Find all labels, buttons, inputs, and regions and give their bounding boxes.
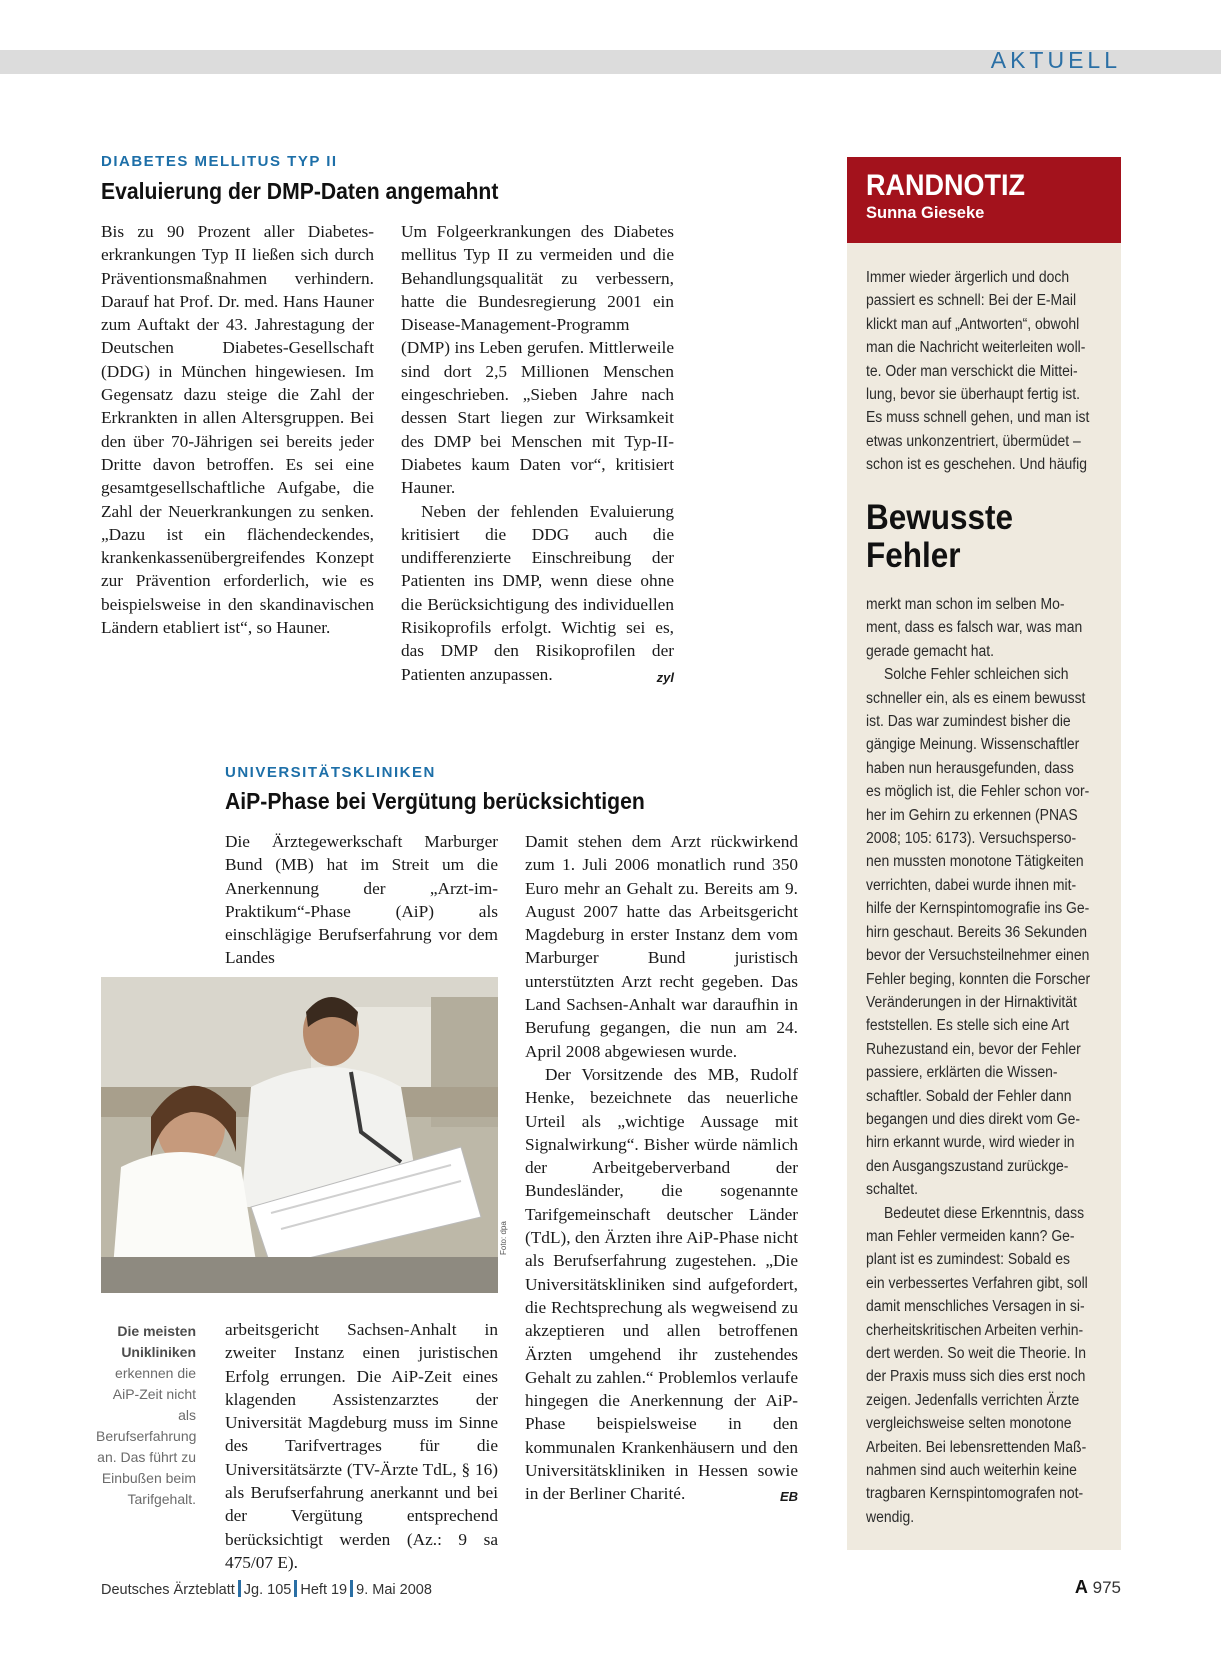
footer-volume: Jg. 105	[243, 1582, 292, 1598]
article2-column-1-bottom	[225, 1318, 498, 1574]
article2-kicker: UNIVERSITÄTSKLINIKEN	[225, 764, 436, 781]
article2-column-1-top	[225, 830, 498, 970]
article2-paragraph: Damit stehen dem Arzt rückwirkend zum 1. Juli 2006 monatlich rund 350 Euro mehr an Gehalt zu. Bereits am 9. August 2007 hatte das Arbeitsgericht Magdeburg in erster Instanz dem vom Marburger Bund juristisch unterstützten Arzt recht gegeben. Das Land Sachsen-Anhalt war daraufhin in Berufung gegangen, die nun am 24. April 2008 abgewiesen wurde.	[525, 832, 798, 1061]
sidebar-header	[847, 157, 1121, 243]
article1-column-2	[401, 220, 674, 689]
sidebar-line: der Praxis muss sich dies erst noch	[866, 1368, 1086, 1386]
sidebar-line: Solche Fehler schleichen sich	[884, 666, 1069, 684]
sidebar-line: merkt man schon im selben Mo-	[866, 596, 1065, 613]
section-label: AKTUELL	[990, 47, 1121, 73]
sidebar-line: gängige Meinung. Wissenschaftler	[866, 736, 1080, 754]
sidebar-line: vergleichsweise selten monotone	[866, 1415, 1072, 1433]
sidebar-line: ment, dass es falsch war, was man	[866, 619, 1083, 637]
sidebar-line: klickt man auf „Antworten“, obwohl	[866, 315, 1080, 333]
sidebar-line: den Ausgangszustand zurückge-	[866, 1157, 1069, 1175]
sidebar-line: nahmen sind auch weiterhin keine	[866, 1462, 1077, 1480]
sidebar-author: Sunna Gieseke	[866, 204, 985, 222]
sidebar-line: passiere, erklärten die Wissen-	[866, 1064, 1058, 1082]
article2-headline: AiP-Phase bei Vergütung berücksichtigen	[225, 788, 645, 814]
sidebar-text-bottom	[866, 593, 1091, 1529]
sidebar-line: man die Nachricht weiterleiten woll-	[866, 339, 1086, 357]
sidebar-line: dert werden. So weit die Theorie. In	[866, 1345, 1086, 1362]
sidebar-line: Arbeiten. Bei lebensrettenden Maß-	[866, 1438, 1087, 1456]
article1-paragraph: Neben der fehlenden Evaluierung kritisiert die DDG auch die undifferenzierte Einschreibung der Patienten ins DMP, wenn diese ohne die Berücksichtigung des individuellen Risikoprofils erfolgt. Wichtig sei es, das DMP den Risikoprofilen der Patienten anzupassen. zyl	[401, 500, 674, 686]
sidebar-line: es möglich ist, die Fehler schon vor-	[866, 783, 1090, 801]
article1-column-1	[101, 220, 374, 639]
sidebar-line: ein verbessertes Verfahren gibt, soll	[866, 1274, 1088, 1292]
page-number-value: 975	[1092, 1578, 1121, 1597]
footer-divider	[238, 1580, 241, 1597]
article1-headline: Evaluierung der DMP-Daten angemahnt	[101, 178, 499, 204]
article2-signature: EB	[779, 1489, 798, 1505]
page-number	[1075, 1577, 1121, 1598]
article1-signature: zyl	[656, 669, 674, 685]
sidebar-line: her im Gehirn zu erkennen (PNAS	[866, 806, 1078, 824]
sidebar-line: bevor der Versuchsteilnehmer einen	[866, 947, 1090, 965]
sidebar-line: plant ist es zumindest: Sobald es	[866, 1251, 1070, 1269]
sidebar-title: RANDNOTIZ	[866, 169, 1025, 202]
sidebar-line: gerade gemacht hat.	[866, 642, 994, 660]
sidebar-line: lung, bevor sie überhaupt fertig ist.	[866, 386, 1081, 404]
footer-journal: Deutsches Ärzteblatt	[101, 1582, 235, 1598]
caption-text: erkennen die AiP-Zeit nicht als Berufserfahrung an. Das führt zu Einbußen beim Tarifgehalt.	[96, 1365, 197, 1507]
sidebar-line: tragbaren Kernspintomografen not-	[866, 1485, 1084, 1503]
article2-paragraph: arbeitsgericht Sachsen-Anhalt in zweiter Instanz einen juristischen Erfolg errungen. Die AiP-Zeit eines klagenden Assistenzarztes der Universität Magdeburg muss im Sinne des Tarifvertrages für die Universitätsärzte (TV-Ärzte TdL, § 16) als Berufserfahrung anerkannt und bei der Vergütung entsprechend berücksichtigt werden (Az.: 9 sa 475/07 E).	[225, 1320, 498, 1572]
sidebar-line: begangen und dies direkt vom Ge-	[866, 1110, 1081, 1128]
sidebar-line: feststellen. Es stelle sich eine Art	[866, 1017, 1070, 1035]
sidebar-line: hirn erkannt wurde, wird wieder in	[866, 1134, 1075, 1152]
article-photo	[101, 977, 498, 1293]
sidebar-line: verrichten, dabei wurde ihnen mit-	[866, 876, 1077, 894]
sidebar-line: 2008; 105: 6173). Versuchsperso-	[866, 830, 1077, 848]
footer-date: 9. Mai 2008	[356, 1582, 432, 1598]
sidebar-line: te. Oder man verschickt die Mittei-	[866, 362, 1078, 380]
page-prefix: A	[1074, 1577, 1088, 1597]
article1-paragraph: Um Folgeerkrankungen des Diabetes mellitus Typ II zu vermeiden und die Behandlungsqualität zu verbessern, hatte die Bundesregierung 2001 ein Disease-Management-Programm (DMP) ins Leben gerufen. Mittlerweile sind dort 2,5 Millionen Menschen eingeschrieben. „Sieben Jahre nach dessen Start liegen zur Wirksamkeit des DMP bei Menschen mit Typ-II-Diabetes kaum Daten vor“, kritisiert Hauner.	[401, 222, 674, 498]
sidebar-line: schon ist es geschehen. Und häufig	[866, 456, 1088, 474]
sidebar-line: passiert es schnell: Bei der E-Mail	[866, 292, 1077, 310]
photo-credit: Foto: dpa	[499, 1221, 508, 1255]
photo-caption	[96, 1321, 196, 1510]
sidebar-line: wendig.	[866, 1508, 915, 1526]
sidebar-line: hirn geschaut. Bereits 36 Sekunden	[866, 923, 1088, 941]
footer	[101, 1580, 432, 1598]
sidebar-line: haben nun herausgefunden, dass	[866, 759, 1074, 777]
sidebar-line: Ruhezustand ein, bevor der Fehler	[866, 1040, 1081, 1058]
sidebar-line: schneller ein, als es einem bewusst	[866, 689, 1086, 707]
sidebar-line: man Fehler vermeiden kann? Ge-	[866, 1227, 1075, 1245]
photo-doctors-illustration	[101, 977, 498, 1293]
sidebar-line: hilfe der Kernspintomografie ins Ge-	[866, 900, 1090, 918]
sidebar-line: Veränderungen in der Hirnaktivität	[866, 993, 1077, 1011]
sidebar-line: Fehler beging, konnten die Forscher	[866, 970, 1091, 988]
sidebar-line: Bedeutet diese Erkenntnis, dass	[884, 1204, 1085, 1222]
sidebar-line: Immer wieder ärgerlich und doch	[866, 269, 1070, 286]
article2-paragraph: Die Ärztegewerkschaft Marburger Bund (MB) hat im Streit um die Anerkennung der „Arzt-im-Praktikum“-Phase (AiP) als einschlägige Berufserfahrung vor dem Landes	[225, 832, 498, 968]
article1-kicker: DIABETES MELLITUS TYP II	[101, 153, 338, 170]
sidebar-line: cherheitskritischen Arbeiten verhin-	[866, 1321, 1084, 1339]
sidebar-line: damit menschliches Versagen in si-	[866, 1298, 1085, 1316]
sidebar-line: zeigen. Jedenfalls verrichten Ärzte	[866, 1391, 1080, 1409]
sidebar-line: ist. Das war zumindest bisher die	[866, 713, 1071, 731]
footer-divider	[350, 1580, 353, 1597]
caption-lead: Die meisten Unikliniken	[117, 1323, 196, 1360]
sidebar-line: Es muss schnell gehen, und man ist	[866, 409, 1090, 427]
footer-divider	[294, 1580, 297, 1597]
article2-paragraph: Der Vorsitzende des MB, Rudolf Henke, bezeichnete das neuerliche Urteil als „wichtige Aussage mit Signalwirkung“. Bisher würde nämlich der Arbeitgeberverband der Bundesländer, die sogenannte Tarifgemeinschaft deutscher Länder (TdL), den Ärzten ihre AiP-Phase nicht als Berufserfahrung zugestehen. „Die Universitätskliniken sind aufgefordert, die Rechtsprechung als wegweisend zu akzeptieren und allen betroffenen Ärzten umgehend ihr zustehendes Gehalt zu zahlen.“ Problemlos verlaufe hingegen die Anerkennung der AiP-Phase beispielsweise in den kommunalen Krankenhäusern und den Universitätskliniken in Hessen sowie in der Berliner Charité. EB	[525, 1063, 798, 1506]
article1-paragraph: Bis zu 90 Prozent aller Diabeteserkrankungen Typ II ließen sich durch Präventionsmaßnahmen verhindern. Darauf hat Prof. Dr. med. Hans Hauner zum Auftakt der 43. Jahrestagung der Deutschen Diabetes-Gesellschaft (DDG) in München hingewiesen. Im Gegensatz dazu steige die Zahl der Erkrankten in allen Altersgruppen. Bei den über 70-Jährigen sei bereits jeder Dritte davon betroffen. Es sei eine gesamtgesellschaftliche Aufgabe, die Zahl der Neuerkrankungen zu senken. „Dazu ist ein flächendeckendes, krankenkassenübergreifendes Konzept zur Prävention erforderlich, wie es beispielsweise in den skandinavischen Ländern etabliert ist“, so Hauner.	[101, 222, 374, 638]
sidebar-text-top	[866, 266, 1090, 477]
sidebar-line: etwas unkonzentriert, übermüdet –	[866, 432, 1081, 450]
footer-issue: Heft 19	[300, 1582, 348, 1598]
article2-column-2	[525, 830, 798, 1509]
sidebar-line: nen mussten monotone Tätigkeiten	[866, 853, 1084, 871]
sidebar-big-title: Bewusste Fehler	[866, 498, 1014, 575]
randnotiz-sidebar	[847, 157, 1121, 1550]
sidebar-line: schaltet.	[866, 1181, 918, 1199]
sidebar-line: schaftler. Sobald der Fehler dann	[866, 1087, 1072, 1105]
